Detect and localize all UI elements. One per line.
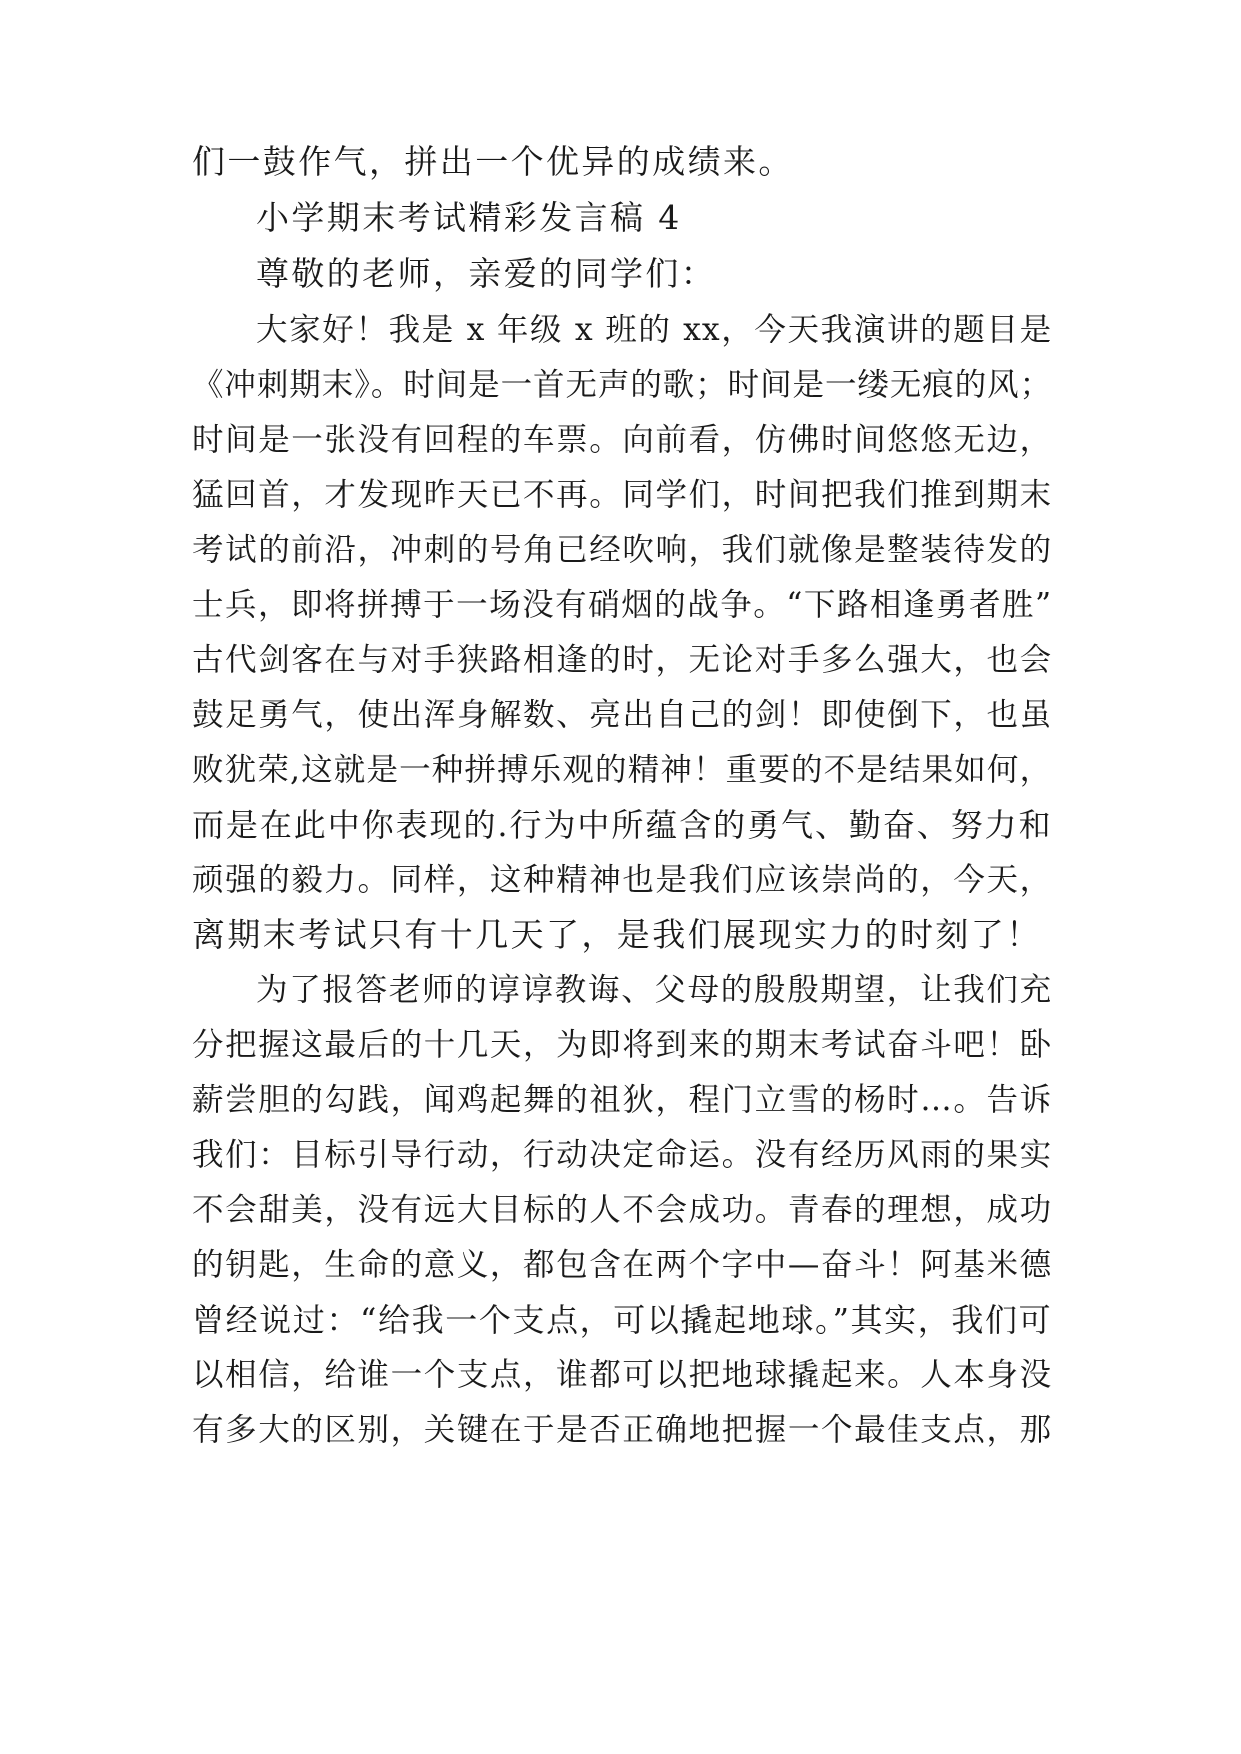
section-heading: 小学期末考试精彩发言稿 4 (256, 198, 682, 237)
text-line: 败犹荣,这就是一种拼搏乐观的精神！重要的不是结果如何， (192, 752, 1052, 788)
text-line: 离期末考试只有十几天了，是我们展现实力的时刻了！ (192, 915, 1042, 954)
text-line: 鼓足勇气，使出浑身解数、亮出自己的剑！即使倒下，也虽 (192, 697, 1052, 733)
text-line: 而是在此中你表现的.行为中所蕴含的勇气、勤奋、努力和 (192, 806, 1052, 844)
text-line: 以相信，给谁一个支点，谁都可以把地球撬起来。人本身没 (192, 1357, 1052, 1393)
text-line: 时间是一张没有回程的车票。向前看，仿佛时间悠悠无边， (192, 422, 1052, 458)
text-line: 大家好！我是 x 年级 x 班的 xx，今天我演讲的题目是 (256, 312, 1052, 348)
salutation: 尊敬的老师，亲爱的同学们： (256, 254, 717, 293)
text-line: 为了报答老师的谆谆教诲、父母的殷殷期望，让我们充 (256, 972, 1052, 1008)
text-line: 不会甜美，没有远大目标的人不会成功。青春的理想，成功 (192, 1192, 1052, 1228)
text-line: 考试的前沿，冲刺的号角已经吹响，我们就像是整装待发的 (192, 532, 1052, 568)
text-line: 士兵，即将拼搏于一场没有硝烟的战争。“下路相逢勇者胜” (192, 587, 1052, 623)
text-line: 古代剑客在与对手狭路相逢的时，无论对手多么强大，也会 (192, 642, 1052, 678)
text-line: 我们：目标引导行动，行动决定命运。没有经历风雨的果实 (192, 1137, 1052, 1173)
text-line: 《冲刺期末》。时间是一首无声的歌；时间是一缕无痕的风； (192, 367, 1052, 403)
text-line: 薪尝胆的勾践，闻鸡起舞的祖狄，程门立雪的杨时…。告诉 (192, 1082, 1052, 1118)
text-line: 曾经说过：“给我一个支点，可以撬起地球。”其实，我们可 (192, 1301, 1052, 1339)
text-line: 顽强的毅力。同样，这种精神也是我们应该崇尚的，今天， (192, 862, 1052, 898)
text-line: 猛回首，才发现昨天已不再。同学们，时间把我们推到期末 (192, 477, 1052, 513)
text-line: 的钥匙，生命的意义，都包含在两个字中—奋斗！阿基米德 (192, 1247, 1052, 1283)
text-line: 有多大的区别，关键在于是否正确地把握一个最佳支点，那 (192, 1412, 1052, 1448)
text-line: 们一鼓作气，拼出一个优异的成绩来。 (192, 142, 794, 181)
text-line: 分把握这最后的十几天，为即将到来的期末考试奋斗吧！卧 (192, 1027, 1052, 1063)
